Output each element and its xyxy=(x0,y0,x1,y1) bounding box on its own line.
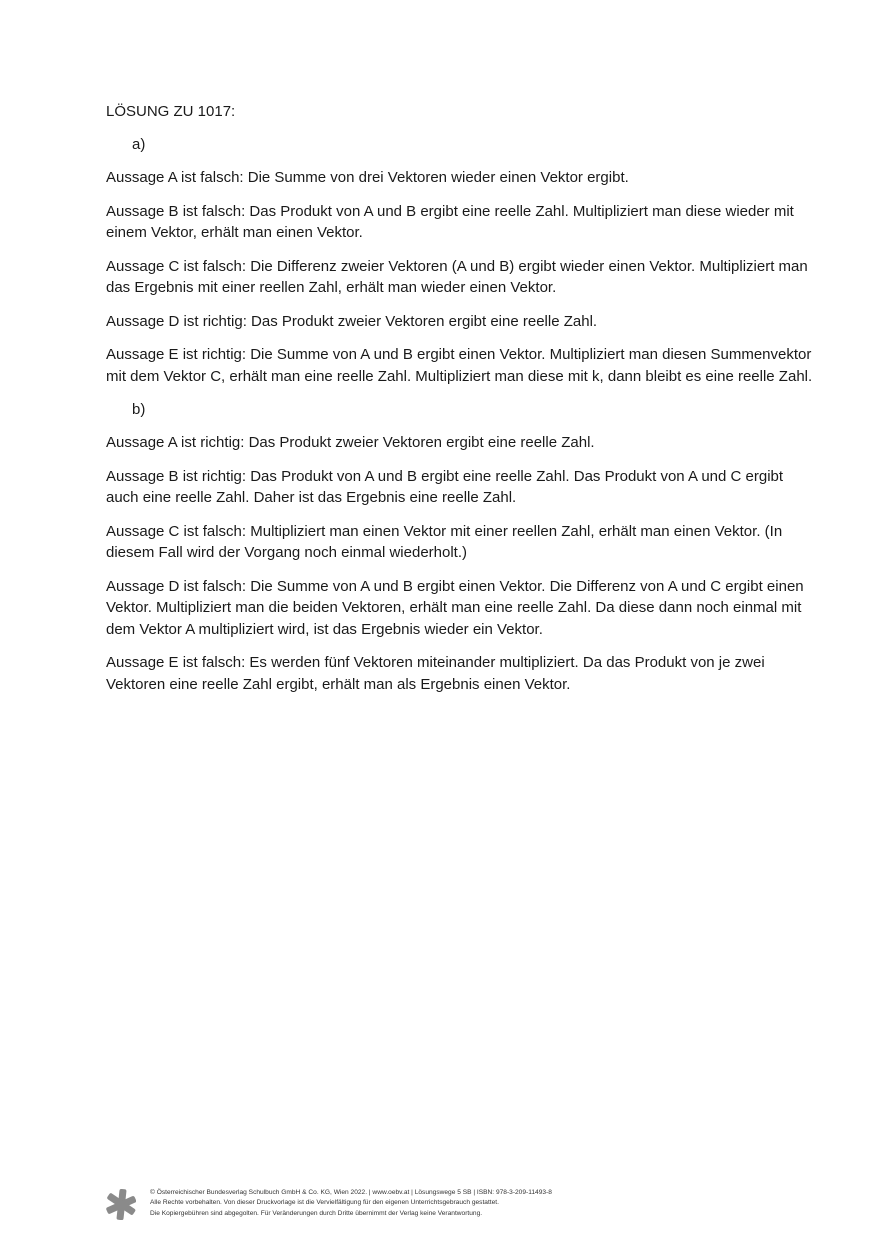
section-a-label: a) xyxy=(132,136,146,153)
footer-copyright xyxy=(150,1188,552,1219)
section-b-label: b) xyxy=(132,401,146,418)
statement-a-5: Aussage E ist richtig: Die Summe von A und B ergibt einen Vektor. Multipliziert man diesen Summenvektor mit dem Vektor C, erhält man eine reelle Zahl. Multipliziert man diese mit k, dann bleibt es eine reelle Zahl. xyxy=(106,346,813,385)
document-body xyxy=(106,101,818,707)
statement-a-4: Aussage D ist richtig: Das Produkt zweier Vektoren ergibt eine reelle Zahl. xyxy=(106,312,598,330)
footer-line-2: Alle Rechte vorbehalten. Von dieser Druckvorlage ist die Vervielfältigung für den eigenen Unterrichtsgebrauch gestattet. xyxy=(150,1199,499,1207)
statement-b-2: Aussage B ist richtig: Das Produkt von A und B ergibt eine reelle Zahl. Das Produkt von A und C ergibt auch eine reelle Zahl. Daher ist das Ergebnis eine reelle Zahl. xyxy=(106,467,784,506)
page-title: LÖSUNG ZU 1017: xyxy=(106,103,236,120)
statement-b-5: Aussage E ist falsch: Es werden fünf Vektoren miteinander multipliziert. Da das Produkt von je zwei Vektoren eine reelle Zahl ergibt, erhält man als Ergebnis einen Vektor. xyxy=(106,654,765,693)
statement-b-1: Aussage A ist richtig: Das Produkt zweier Vektoren ergibt eine reelle Zahl. xyxy=(106,434,595,451)
statement-a-2: Aussage B ist falsch: Das Produkt von A und B ergibt eine reelle Zahl. Multipliziert man diese wieder mit einem Vektor, erhält man einen Vektor. xyxy=(106,202,794,241)
statement-a-1: Aussage A ist falsch: Die Summe von drei Vektoren wieder einen Vektor ergibt. xyxy=(106,169,629,186)
statement-a-3: Aussage C ist falsch: Die Differenz zweier Vektoren (A und B) ergibt wieder einen Vektor. Multipliziert man das Ergebnis mit einer reellen Zahl, erhält man wieder einen Vektor. xyxy=(106,257,808,296)
oebv-asterisk-logo-icon xyxy=(106,1189,136,1220)
footer-line-1: © Österreichischer Bundesverlag Schulbuch GmbH & Co. KG, Wien 2022. | www.oebv.at | Lösungswege 5 SB | ISBN: 978-3-209-11493-8 xyxy=(150,1189,552,1196)
statement-b-4: Aussage D ist falsch: Die Summe von A und B ergibt einen Vektor. Die Differenz von A und C ergibt einen Vektor. Multipliziert man die beiden Vektoren, erhält man eine reelle Zahl. Da diese dann noch einmal mit dem Vektor A multipliziert wird, ist das Ergebnis wieder ein Vektor. xyxy=(106,577,804,638)
statement-b-3: Aussage C ist falsch: Multipliziert man einen Vektor mit einer reellen Zahl, erhält man einen Vektor. (In diesem Fall wird der Vorgang noch einmal wiederholt.) xyxy=(106,522,783,561)
footer-line-3: Die Kopiergebühren sind abgegolten. Für Veränderungen durch Dritte übernimmt der Verlag keine Verantwortung. xyxy=(150,1209,483,1217)
